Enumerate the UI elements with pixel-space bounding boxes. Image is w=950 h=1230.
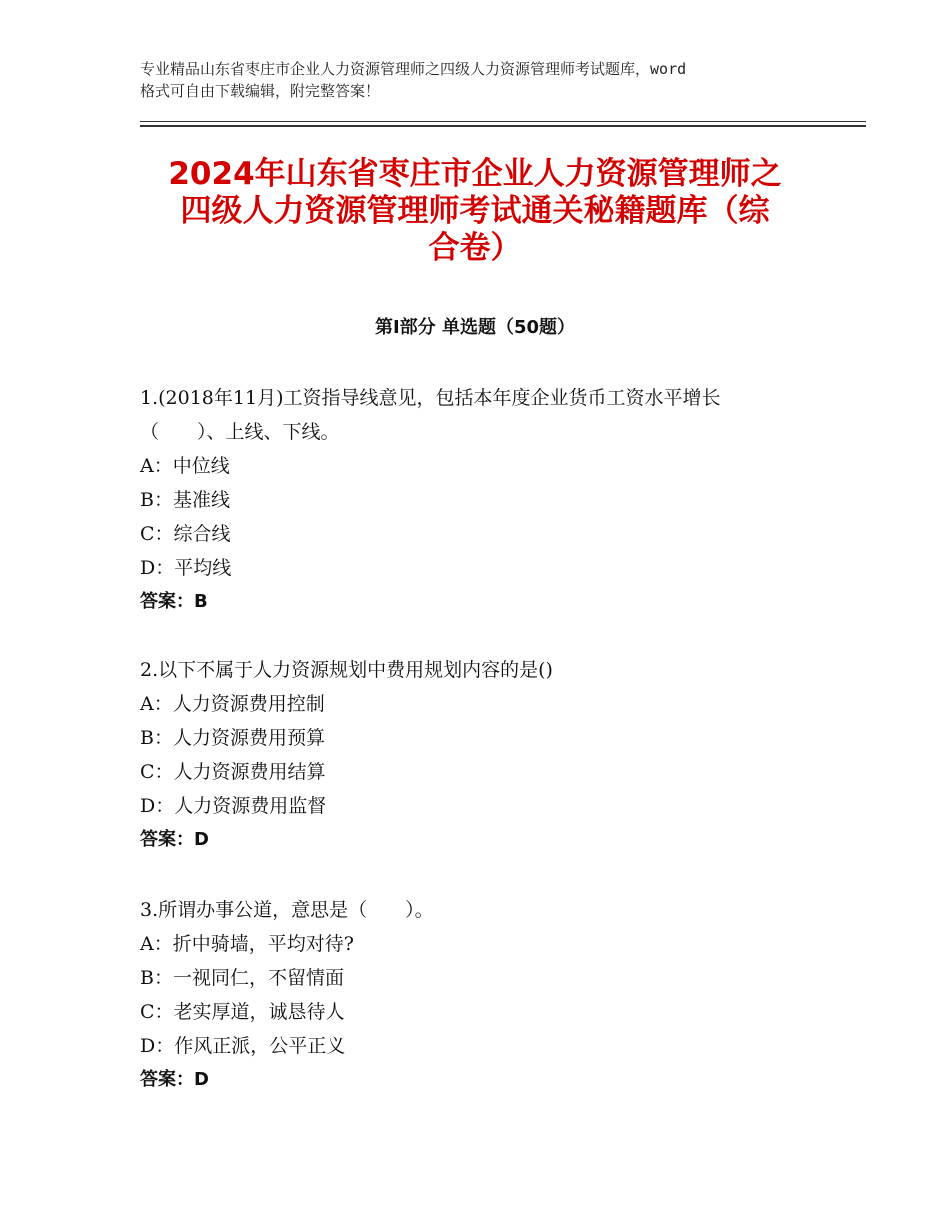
header-note [140,58,830,102]
section-title: 第Ⅰ部分 单选题（50题） [374,317,575,338]
document-title-line: 2024年山东省枣庄市企业人力资源管理师之 [168,156,782,192]
option-a: A：中位线 [140,455,230,477]
answer-label: 答案：D [140,829,209,850]
option-b: B：人力资源费用预算 [140,727,325,749]
question-stem: 3.所谓办事公道，意思是（ ）。 [140,899,434,921]
option-d: D：作风正派，公平正义 [140,1035,346,1057]
option-d: D：人力资源费用监督 [140,795,327,817]
header-note-line: 格式可自由下载编辑，附完整答案！ [140,82,381,100]
question-item [140,893,820,1097]
option-a: A：折中骑墙，平均对待? [140,933,354,955]
option-a: A：人力资源费用控制 [140,693,325,715]
option-b: B：基准线 [140,489,230,511]
question-stem: 1.(2018年11月)工资指导线意见，包括本年度企业货币工资水平增长 [140,387,721,409]
document-title-line: 合卷） [428,230,522,266]
option-b: B：一视同仁，不留情面 [140,967,344,989]
header-note-line: 专业精品山东省枣庄市企业人力资源管理师之四级人力资源管理师考试题库，word [140,60,687,78]
option-c: C：综合线 [140,523,231,545]
header-divider [140,121,866,122]
question-item [140,381,820,619]
question-item [140,653,820,857]
question-stem: 2.以下不属于人力资源规划中费用规划内容的是() [140,659,553,681]
document-title-line: 四级人力资源管理师考试通关秘籍题库（综 [180,193,770,229]
answer-label: 答案：D [140,1069,209,1090]
header-divider-thick [140,125,866,127]
option-c: C：人力资源费用结算 [140,761,326,783]
option-d: D：平均线 [140,557,232,579]
question-stem: （ ）、上线、下线。 [140,421,340,443]
option-c: C：老实厚道，诚恳待人 [140,1001,345,1023]
answer-label: 答案：B [140,591,208,612]
document-title [140,156,810,267]
